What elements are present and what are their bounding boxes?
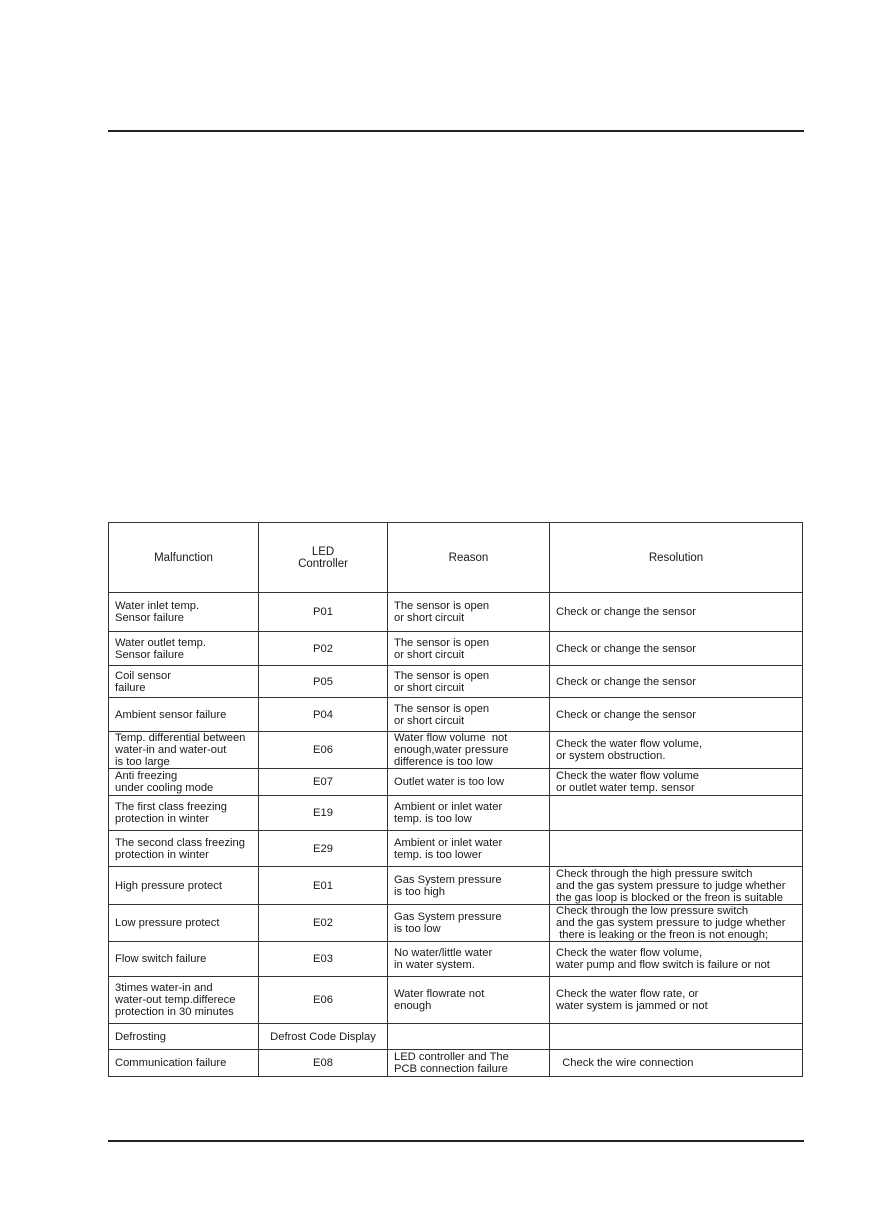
malfunction-cell	[109, 1024, 259, 1050]
table-row	[109, 905, 803, 942]
table-header-row	[109, 523, 803, 593]
malfunction-cell	[109, 698, 259, 732]
resolution-cell	[550, 905, 803, 942]
led-code-cell	[259, 905, 388, 942]
table-row	[109, 796, 803, 831]
reason-cell-line: Gas System pressure	[394, 911, 502, 923]
header-led-line2: Controller	[298, 557, 348, 570]
malfunction-cell-line: Ambient sensor failure	[115, 708, 227, 721]
malfunction-cell	[109, 666, 259, 698]
table-row	[109, 867, 803, 905]
resolution-cell-line: the gas loop is blocked or the freon is suitable	[556, 891, 783, 904]
malfunction-cell-line: The second class freezing	[115, 836, 245, 849]
table-row	[109, 666, 803, 698]
led-code-cell-text: P04	[313, 708, 333, 721]
malfunction-cell-line: Low pressure protect	[115, 917, 220, 929]
header-rule	[108, 130, 804, 132]
reason-cell-line: PCB connection failure	[394, 1063, 508, 1075]
reason-cell-line: The sensor is open	[394, 669, 490, 682]
reason-cell-line: enough,water pressure	[394, 744, 509, 756]
malfunction-cell-line: Flow switch failure	[115, 953, 207, 965]
table-row	[109, 831, 803, 867]
reason-cell	[388, 698, 550, 732]
reason-cell	[388, 905, 550, 942]
reason-cell-line: The sensor is open	[394, 600, 490, 612]
malfunction-cell	[109, 831, 259, 867]
resolution-cell-line: there is leaking or the freon is not enough;	[556, 929, 769, 941]
led-code-cell	[259, 1050, 388, 1077]
malfunction-cell-line: Temp. differential between	[115, 732, 246, 744]
malfunction-cell	[109, 867, 259, 905]
reason-cell-line: Gas System pressure	[394, 873, 502, 886]
malfunction-cell	[109, 977, 259, 1024]
malfunction-cell-line: Communication failure	[115, 1057, 227, 1069]
resolution-cell	[550, 769, 803, 796]
led-code-cell	[259, 977, 388, 1024]
reason-cell-line: or short circuit	[394, 612, 465, 624]
led-code-cell-text: E29	[313, 842, 333, 855]
table-row	[109, 593, 803, 632]
reason-cell	[388, 593, 550, 632]
malfunction-cell-line: protection in winter	[115, 848, 209, 861]
led-code-cell-text: P02	[313, 642, 333, 655]
malfunction-cell-line: water-in and water-out	[115, 744, 227, 756]
resolution-cell	[550, 867, 803, 905]
resolution-cell-line: or outlet water temp. sensor	[556, 782, 695, 794]
reason-cell	[388, 1050, 550, 1077]
reason-cell-line: is too low	[394, 923, 441, 935]
reason-cell-line: difference is too low	[394, 756, 493, 768]
led-code-cell-text: E06	[313, 744, 333, 756]
malfunction-cell	[109, 1050, 259, 1077]
reason-cell-line: Ambient or inlet water	[394, 836, 503, 849]
reason-cell-line: or short circuit	[394, 681, 465, 694]
header-led-line1: LED	[311, 545, 335, 558]
malfunction-cell-line: Sensor failure	[115, 648, 185, 661]
led-code-cell	[259, 1024, 388, 1050]
reason-cell	[388, 867, 550, 905]
reason-cell-line: Ambient or inlet water	[394, 801, 503, 813]
led-code-cell	[259, 796, 388, 831]
resolution-cell	[550, 732, 803, 769]
led-code-cell-text: E06	[313, 994, 333, 1006]
led-code-cell	[259, 732, 388, 769]
led-code-cell-text: E07	[313, 776, 333, 788]
resolution-cell	[550, 977, 803, 1024]
malfunction-cell	[109, 593, 259, 632]
malfunction-cell	[109, 632, 259, 666]
malfunction-cell-line: protection in 30 minutes	[115, 1006, 234, 1018]
table-row	[109, 698, 803, 732]
malfunction-cell-line: High pressure protect	[115, 879, 222, 892]
resolution-cell	[550, 942, 803, 977]
resolution-cell-line: Check through the low pressure switch	[556, 905, 749, 917]
reason-cell-line: temp. is too lower	[394, 848, 482, 861]
reason-cell-line: temp. is too low	[394, 813, 472, 825]
reason-cell	[388, 796, 550, 831]
led-code-cell-text: P05	[313, 675, 333, 688]
fault-code-table	[108, 522, 803, 1077]
led-code-cell	[259, 867, 388, 905]
reason-cell	[388, 1024, 550, 1050]
reason-cell-line: Water flow volume not	[394, 732, 508, 744]
malfunction-cell-line: failure	[115, 681, 146, 694]
malfunction-cell	[109, 796, 259, 831]
malfunction-cell	[109, 942, 259, 977]
reason-cell-line: enough	[394, 1000, 432, 1012]
resolution-cell-line: water system is jammed or not	[556, 1000, 708, 1012]
reason-cell-line: Water flowrate not	[394, 988, 485, 1000]
malfunction-cell-line: Anti freezing	[115, 770, 178, 782]
led-code-cell	[259, 831, 388, 867]
reason-cell-line: No water/little water	[394, 947, 493, 959]
resolution-cell-line: water pump and flow switch is failure or not	[556, 959, 770, 971]
reason-cell	[388, 732, 550, 769]
malfunction-cell-line: Defrosting	[115, 1030, 166, 1043]
reason-cell	[388, 831, 550, 867]
malfunction-cell-line: is too large	[115, 756, 170, 768]
resolution-cell	[550, 593, 803, 632]
reason-cell	[388, 942, 550, 977]
led-code-cell-text: E03	[313, 953, 333, 965]
reason-cell-line: is too high	[394, 885, 445, 898]
led-code-cell	[259, 942, 388, 977]
resolution-cell-line: Check or change the sensor	[556, 642, 696, 655]
table-row	[109, 732, 803, 769]
led-code-cell	[259, 632, 388, 666]
led-code-cell	[259, 698, 388, 732]
malfunction-cell-line: protection in winter	[115, 813, 209, 825]
malfunction-cell-line: 3times water-in and	[115, 982, 213, 994]
reason-cell-line: or short circuit	[394, 714, 465, 727]
resolution-cell	[550, 666, 803, 698]
led-code-cell-text: E02	[313, 917, 333, 929]
header-malfunction: Malfunction	[109, 523, 259, 593]
header-led-controller	[259, 523, 388, 593]
led-code-cell-text: E01	[313, 879, 333, 892]
malfunction-cell-line: under cooling mode	[115, 782, 214, 794]
table-row	[109, 977, 803, 1024]
reason-cell	[388, 977, 550, 1024]
resolution-cell-line: Check or change the sensor	[556, 675, 696, 688]
resolution-cell-line: Check the water flow volume,	[556, 738, 703, 750]
header-reason: Reason	[388, 523, 550, 593]
malfunction-cell	[109, 769, 259, 796]
resolution-cell-line: Check the water flow rate, or	[556, 988, 699, 1000]
led-code-cell-text: E19	[313, 807, 333, 819]
resolution-cell-line: Check or change the sensor	[556, 708, 696, 721]
resolution-cell-line: Check the wire connection	[556, 1057, 694, 1069]
resolution-cell	[550, 796, 803, 831]
led-code-cell	[259, 666, 388, 698]
reason-cell	[388, 769, 550, 796]
header-resolution: Resolution	[550, 523, 803, 593]
resolution-cell-line: or system obstruction.	[556, 750, 666, 762]
reason-cell-line: in water system.	[394, 959, 475, 971]
resolution-cell-line: Check the water flow volume	[556, 770, 700, 782]
resolution-cell	[550, 831, 803, 867]
reason-cell	[388, 666, 550, 698]
resolution-cell	[550, 632, 803, 666]
led-code-cell	[259, 769, 388, 796]
malfunction-cell-line: water-out temp.differece	[115, 994, 236, 1006]
malfunction-cell	[109, 905, 259, 942]
footer-rule	[108, 1140, 804, 1142]
led-code-cell	[259, 593, 388, 632]
resolution-cell-line: and the gas system pressure to judge whether	[556, 917, 786, 929]
resolution-cell-line: and the gas system pressure to judge whether	[556, 879, 786, 892]
malfunction-cell-line: Coil sensor	[115, 669, 171, 682]
table-row	[109, 769, 803, 796]
resolution-cell	[550, 698, 803, 732]
reason-cell	[388, 632, 550, 666]
reason-cell-line: or short circuit	[394, 648, 465, 661]
table-row	[109, 1050, 803, 1077]
led-code-cell-text: E08	[313, 1057, 333, 1069]
table-row	[109, 1024, 803, 1050]
resolution-cell-line: Check or change the sensor	[556, 606, 696, 618]
led-code-cell-text: Defrost Code Display	[270, 1030, 376, 1043]
resolution-cell	[550, 1050, 803, 1077]
malfunction-cell-line: Water inlet temp.	[115, 600, 200, 612]
malfunction-cell-line: Water outlet temp.	[115, 636, 206, 649]
malfunction-cell-line: Sensor failure	[115, 612, 185, 624]
table-row	[109, 942, 803, 977]
malfunction-cell	[109, 732, 259, 769]
reason-cell-line: LED controller and The	[394, 1051, 509, 1063]
resolution-cell-line: Check the water flow volume,	[556, 947, 703, 959]
table-row	[109, 632, 803, 666]
resolution-cell	[550, 1024, 803, 1050]
reason-cell-line: Outlet water is too low	[394, 776, 505, 788]
malfunction-cell-line: The first class freezing	[115, 801, 227, 813]
led-code-cell-text: P01	[313, 606, 333, 618]
resolution-cell-line: Check through the high pressure switch	[556, 867, 753, 880]
reason-cell-line: The sensor is open	[394, 636, 490, 649]
reason-cell-line: The sensor is open	[394, 702, 490, 715]
